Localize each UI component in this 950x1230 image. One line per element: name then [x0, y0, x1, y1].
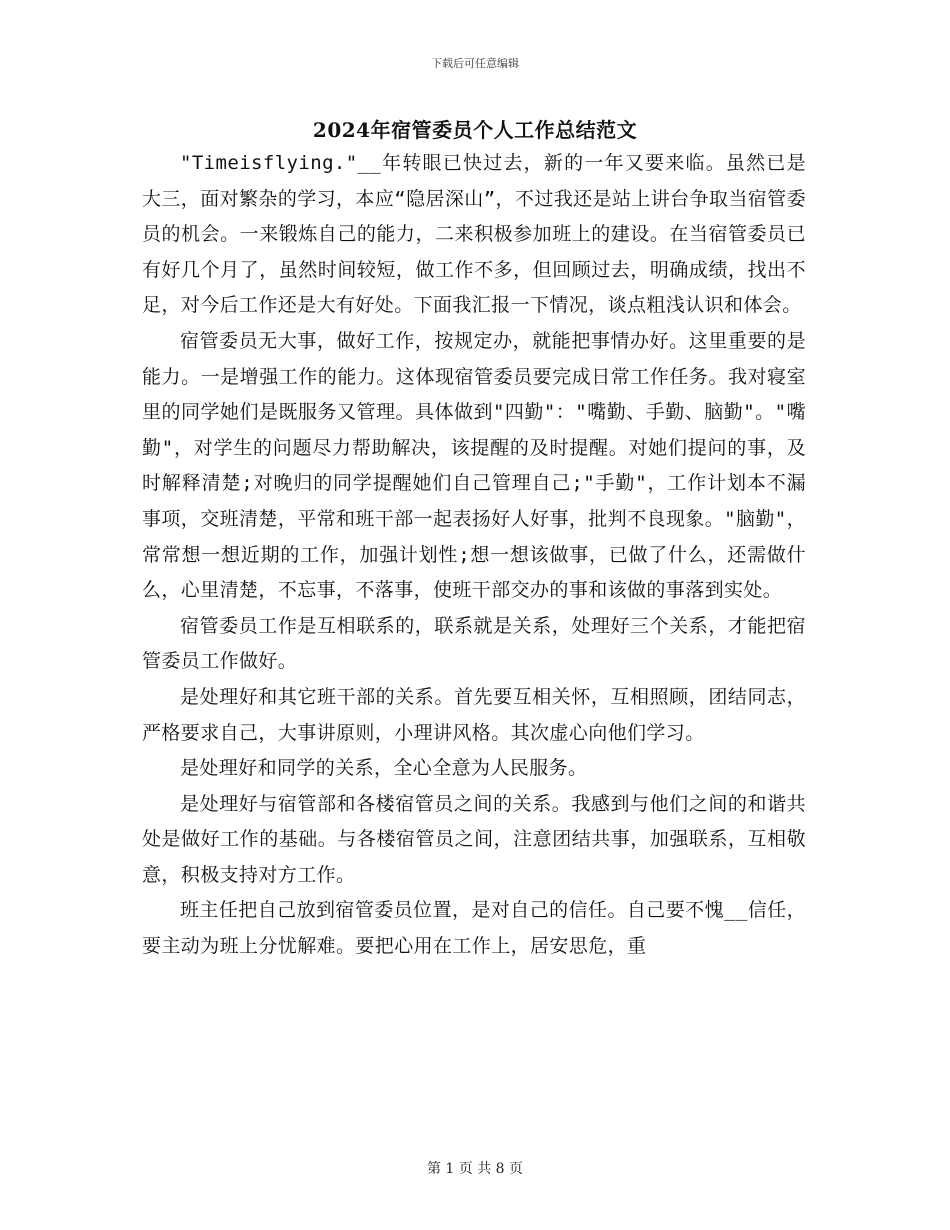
page-header-note: 下载后可任意编辑: [431, 57, 519, 70]
document-title: 2024年宿管委员个人工作总结范文: [312, 118, 638, 142]
paragraph: 班主任把自己放到宿管委员位置，是对自己的信任。自己要不愧__信任，要主动为班上分忧解难。要把心用在工作上，居安思危，重: [142, 899, 806, 958]
paragraph: 是处理好和其它班干部的关系。首先要互相关怀，互相照顾，团结同志，严格要求自己，大事讲原则，小理讲风格。其次虚心向他们学习。: [142, 685, 806, 744]
page-number: 第 1 页 共 8 页: [426, 1161, 524, 1177]
paragraph: 宿管委员工作是互相联系的，联系就是关系，处理好三个关系，才能把宿管委员工作做好。: [142, 614, 806, 673]
document-body: [142, 146, 806, 965]
paragraph: 是处理好和同学的关系，全心全意为人民服务。: [180, 757, 588, 780]
paragraph: 宿管委员无大事，做好工作，按规定办，就能把事情办好。这里重要的是能力。一是增强工作的能力。这体现宿管委员要完成日常工作任务。我对寝室里的同学她们是既服务又管理。具体做到"四勤"："嘴勤、手勤、脑勤"。"嘴勤"，对学生的问题尽力帮助解决，该提醒的及时提醒。对她们提问的事，及时解释清楚;对晚归的同学提醒她们自己管理自己;"手勤"，工作计划本不漏事项，交班清楚，平常和班干部一起表扬好人好事，批判不良现象。"脑勤"，常常想一想近期的工作，加强计划性;想一想该做事，已做了什么，还需做什么，心里清楚，不忘事，不落事，使班干部交办的事和该做的事落到实处。: [142, 329, 806, 602]
paragraph: 是处理好与宿管部和各楼宿管员之间的关系。我感到与他们之间的和谐共处是做好工作的基础。与各楼宿管员之间，注意团结共事，加强联系，互相敬意，积极支持对方工作。: [142, 792, 806, 886]
paragraph: "Timeisflying."__年转眼已快过去，新的一年又要来临。虽然已是大三，面对繁杂的学习，本应“隐居深山”，不过我还是站上讲台争取当宿管委员的机会。一来锻炼自己的能力，二来积极参加班上的建设。在当宿管委员已有好几个月了，虽然时间较短，做工作不多，但回顾过去，明确成绩，找出不足，对今后工作还是大有好处。下面我汇报一下情况，谈点粗浅认识和体会。: [142, 152, 806, 317]
